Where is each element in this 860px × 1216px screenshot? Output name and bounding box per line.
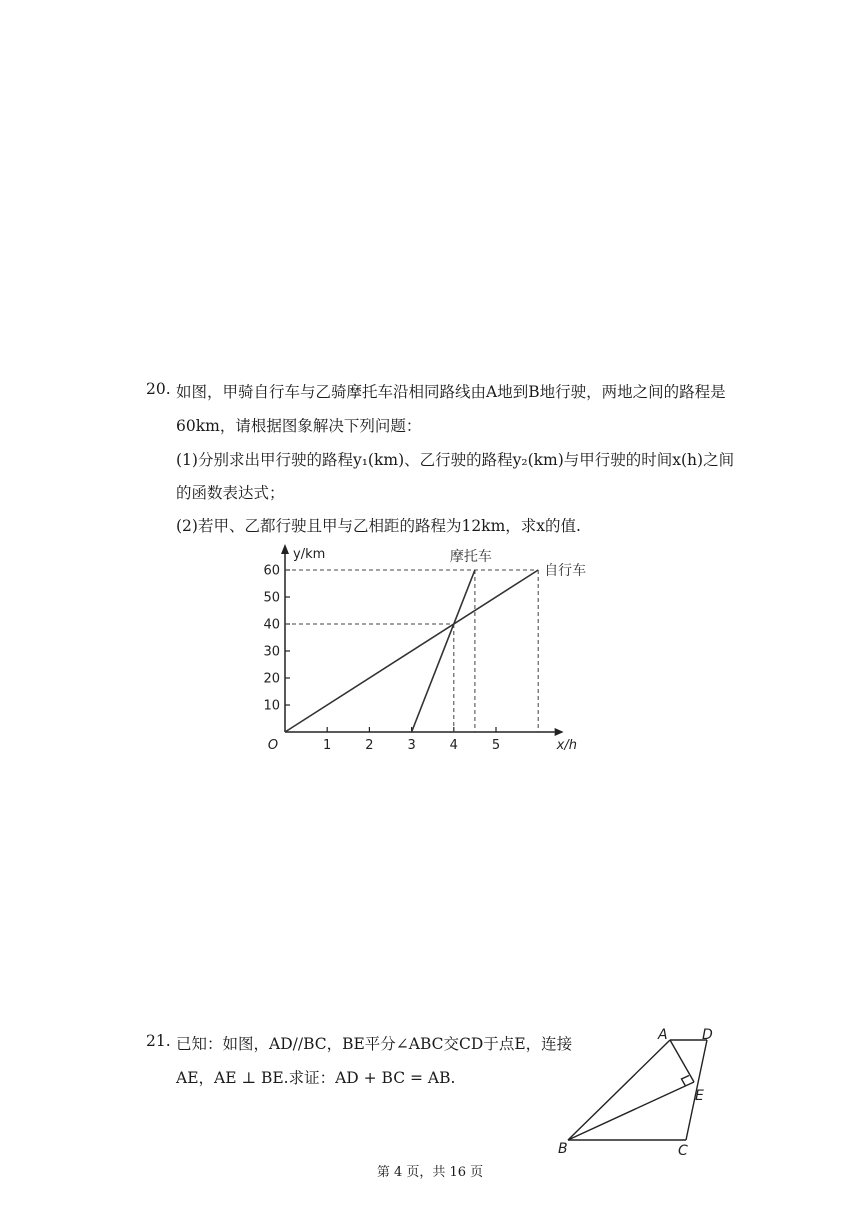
x-tick-label: 1: [323, 738, 332, 753]
y-tick-label: 60: [263, 563, 280, 579]
x-tick-label: 4: [449, 738, 458, 753]
segment-AB: [568, 1040, 670, 1140]
x-axis-label: x/h: [556, 738, 577, 753]
point-label-C: C: [678, 1143, 688, 1159]
question-number: 21.: [146, 1032, 171, 1050]
question-text-line: 的函数表达式；: [176, 484, 285, 502]
geometry-figure-21: [550, 1020, 730, 1165]
y-tick-label: 50: [263, 590, 280, 606]
question-number: 20.: [146, 380, 171, 398]
y-tick-label: 10: [263, 698, 280, 714]
y-tick-label: 40: [263, 617, 280, 633]
point-label-B: B: [558, 1141, 568, 1157]
question-text-line: 60km，请根据图象解决下列问题：: [176, 417, 422, 435]
point-label-A: A: [658, 1027, 668, 1043]
x-tick-label: 5: [491, 738, 501, 753]
segment-AE: [670, 1040, 694, 1082]
x-tick-label: 3: [407, 738, 416, 753]
series-line-motorcycle: [412, 570, 475, 732]
question-text-line: AE，AE ⊥ BE.求证：AD + BC = AB.: [176, 1069, 456, 1087]
x-axis-arrow: [555, 728, 564, 736]
origin-label: O: [267, 738, 279, 753]
x-tick-label: 2: [365, 738, 374, 753]
question-text-line: 如图，甲骑自行车与乙骑摩托车沿相同路线由A地到B地行驶，两地之间的路程是: [176, 383, 726, 401]
question-text-line: (2)若甲、乙都行驶且甲与乙相距的路程为12km，求x的值.: [176, 517, 581, 535]
y-axis-arrow: [281, 544, 289, 554]
segment-BE: [568, 1082, 694, 1140]
point-label-E: E: [695, 1088, 704, 1104]
series-label-motorcycle: 摩托车: [449, 549, 492, 565]
distance-time-chart: [255, 538, 595, 760]
series-label-bicycle: 自行车: [544, 563, 587, 579]
point-label-D: D: [702, 1027, 713, 1043]
y-axis-label: y/km: [293, 547, 326, 562]
page-footer: 第 4 页，共 16 页: [376, 1165, 484, 1180]
series-line-bicycle: [285, 570, 538, 732]
question-text-line: 已知：如图，AD//BC，BE平分∠ABC交CD于点E，连接: [176, 1035, 573, 1053]
y-tick-label: 20: [263, 671, 280, 687]
question-text-line: (1)分别求出甲行驶的路程y₁(km)、乙行驶的路程y₂(km)与甲行驶的时间x(h)之间: [176, 451, 735, 469]
y-tick-label: 30: [263, 644, 280, 660]
